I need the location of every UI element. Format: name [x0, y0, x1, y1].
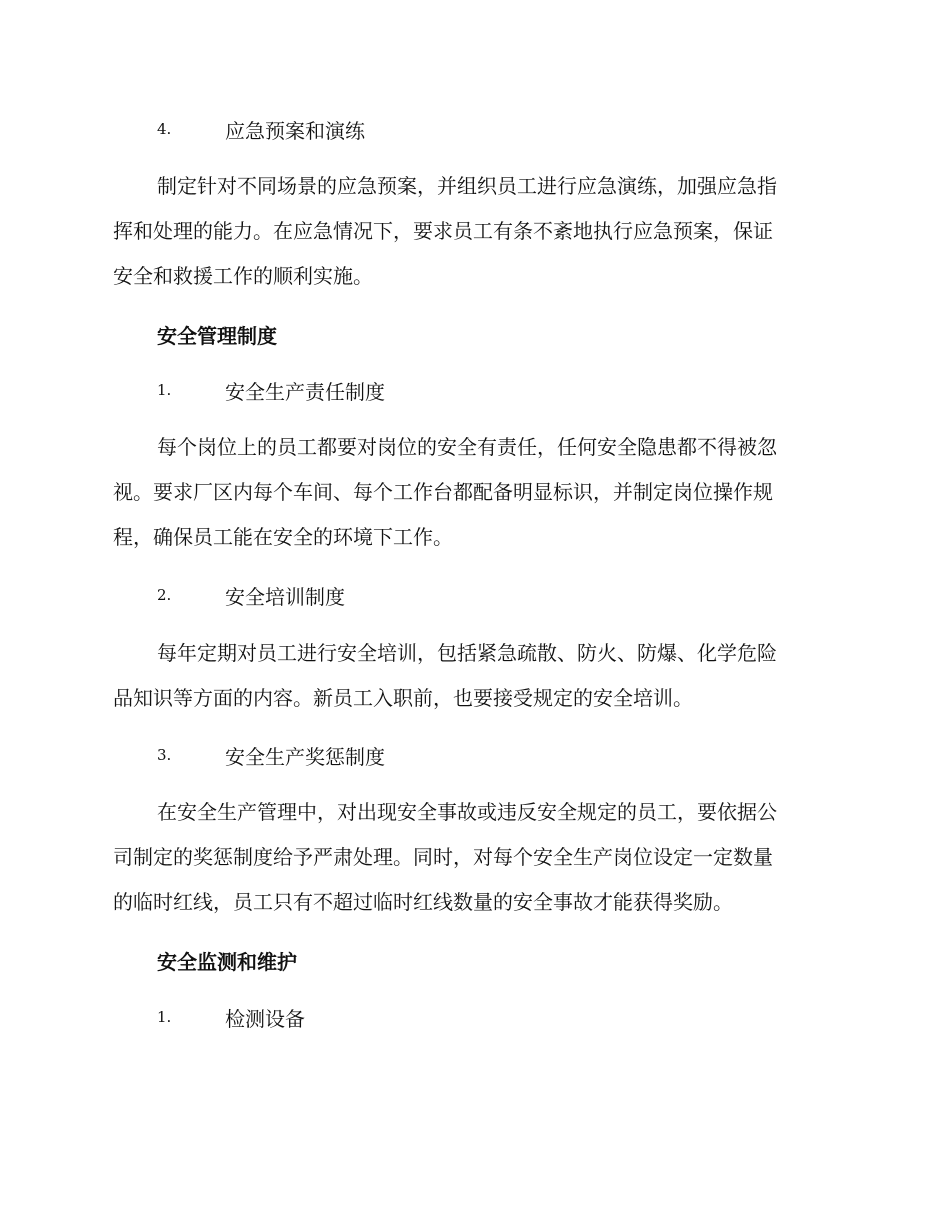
paragraph-line: 每个岗位上的员工都要对岗位的安全有责任，任何安全隐患都不得被忽 [157, 435, 777, 459]
paragraph-rewards-penalties [113, 790, 833, 925]
list-number: 1. [157, 1008, 172, 1026]
list-item-title: 检测设备 [225, 1006, 305, 1031]
paragraph-training [113, 631, 833, 721]
list-number: 4. [157, 120, 172, 138]
list-item-training [157, 580, 345, 610]
paragraph-line: 在安全生产管理中，对出现安全事故或违反安全规定的员工，要依据公 [157, 800, 777, 824]
list-item-rewards-penalties [157, 740, 385, 770]
list-number: 2. [157, 586, 172, 604]
paragraph-line: 品知识等方面的内容。新员工入职前，也要接受规定的安全培训。 [113, 686, 693, 710]
paragraph-line: 视。要求厂区内每个车间、每个工作台都配备明显标识，并制定岗位操作规 [113, 480, 773, 504]
list-item-title: 应急预案和演练 [225, 118, 365, 143]
paragraph-line: 制定针对不同场景的应急预案，并组织员工进行应急演练，加强应急指 [157, 174, 777, 198]
list-number: 1. [157, 381, 172, 399]
paragraph-line: 的临时红线，员工只有不超过临时红线数量的安全事故才能获得奖励。 [113, 890, 733, 914]
paragraph-line: 每年定期对员工进行安全培训，包括紧急疏散、防火、防爆、化学危险 [157, 641, 777, 665]
list-number: 3. [157, 746, 172, 764]
list-item-detection-equipment [157, 1002, 305, 1032]
paragraph-responsibility [113, 425, 833, 560]
list-item-responsibility [157, 375, 385, 405]
paragraph-line: 挥和处理的能力。在应急情况下，要求员工有条不紊地执行应急预案，保证 [113, 219, 773, 243]
paragraph-line: 程，确保员工能在安全的环境下工作。 [113, 525, 453, 549]
section-heading-safety-monitoring: 安全监测和维护 [157, 950, 297, 974]
section-heading-safety-management: 安全管理制度 [157, 324, 277, 348]
paragraph-line: 安全和救援工作的顺利实施。 [113, 264, 373, 288]
list-item-emergency-plan [157, 114, 365, 144]
paragraph-line: 司制定的奖惩制度给予严肃处理。同时，对每个安全生产岗位设定一定数量 [113, 845, 773, 869]
list-item-title: 安全生产责任制度 [225, 379, 385, 404]
paragraph-emergency-plan [113, 164, 833, 299]
list-item-title: 安全生产奖惩制度 [225, 744, 385, 769]
list-item-title: 安全培训制度 [225, 584, 345, 609]
